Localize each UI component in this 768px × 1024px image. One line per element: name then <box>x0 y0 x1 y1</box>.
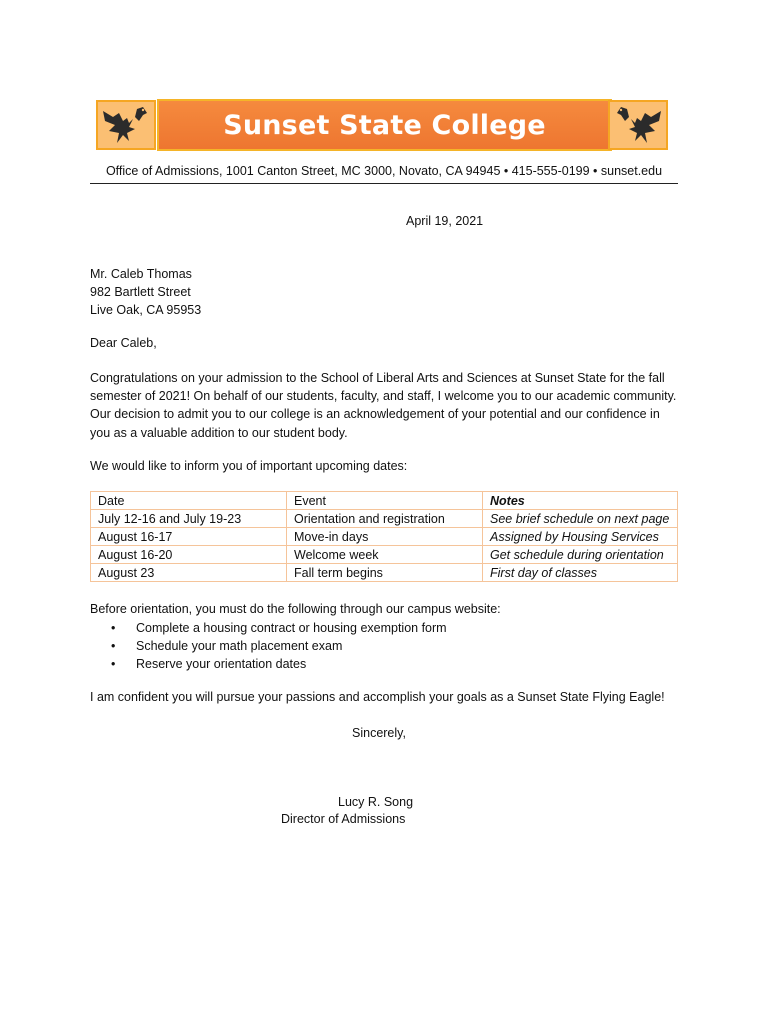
table-cell-date: August 16-20 <box>91 546 287 564</box>
table-cell-event: Welcome week <box>287 546 483 564</box>
list-item-text: Reserve your orientation dates <box>136 657 307 672</box>
list-item-text: Schedule your math placement exam <box>136 639 343 654</box>
table-header-date: Date <box>91 492 287 510</box>
table-cell-date: August 16-17 <box>91 528 287 546</box>
congratulations-paragraph: Congratulations on your admission to the School of Liberal Arts and Sciences at Sunset State for the fall semester of 2021! On behalf of our students, faculty, and staff, I welcome you to our academic community. Our decision to admit you to our college is an acknowledgement of your potential and our confidence in you as a valuable addition to our student body. <box>90 371 677 440</box>
table-header-row <box>91 492 678 510</box>
table-row <box>91 564 678 582</box>
college-name: Sunset State College <box>223 109 546 141</box>
bullet-icon: • <box>111 639 116 654</box>
list-item <box>90 619 447 637</box>
salutation: Dear Caleb, <box>90 336 157 350</box>
table-cell-date: August 23 <box>91 564 287 582</box>
before-orientation-text: Before orientation, you must do the following through our campus website: <box>90 602 501 616</box>
eagle-logo-left <box>96 100 156 150</box>
signer-name: Lucy R. Song <box>338 795 414 809</box>
header-divider <box>90 183 678 184</box>
table-row <box>91 510 678 528</box>
list-item-text: Complete a housing contract or housing exemption form <box>136 621 447 635</box>
bullet-icon: • <box>111 657 116 672</box>
table-cell-event: Fall term begins <box>287 564 483 582</box>
eagle-logo-right <box>608 100 668 150</box>
list-item <box>90 637 447 655</box>
important-dates-table <box>90 491 678 582</box>
eagle-icon <box>611 103 665 147</box>
table-cell-event: Move-in days <box>287 528 483 546</box>
table-cell-notes: First day of classes <box>483 564 678 582</box>
table-cell-notes: See brief schedule on next page <box>483 510 678 528</box>
todo-list <box>90 619 447 674</box>
eagle-icon <box>99 103 153 147</box>
signer-title: Director of Admissions <box>281 812 406 826</box>
recipient-address <box>90 265 201 319</box>
table-row <box>91 528 678 546</box>
list-item <box>90 655 447 673</box>
table-cell-event: Orientation and registration <box>287 510 483 528</box>
table-cell-date: July 12-16 and July 19-23 <box>91 510 287 528</box>
recipient-name: Mr. Caleb Thomas <box>90 267 192 281</box>
table-row <box>91 546 678 564</box>
dates-intro: We would like to inform you of important upcoming dates: <box>90 459 408 473</box>
letter-date: April 19, 2021 <box>406 214 484 228</box>
recipient-street: 982 Bartlett Street <box>90 285 191 299</box>
bullet-icon: • <box>111 621 116 635</box>
title-banner <box>157 99 612 151</box>
recipient-city: Live Oak, CA 95953 <box>90 303 202 317</box>
table-cell-notes: Get schedule during orientation <box>483 546 678 564</box>
table-cell-notes: Assigned by Housing Services <box>483 528 678 546</box>
office-address: Office of Admissions, 1001 Canton Street, MC 3000, Novato, CA 94945 • 415-555-0199 • sunset.edu <box>105 164 663 178</box>
closing: Sincerely, <box>352 726 406 740</box>
closing-paragraph: I am confident you will pursue your passions and accomplish your goals as a Sunset State Flying Eagle! <box>90 690 665 704</box>
table-header-notes: Notes <box>483 492 678 510</box>
table-header-event: Event <box>287 492 483 510</box>
